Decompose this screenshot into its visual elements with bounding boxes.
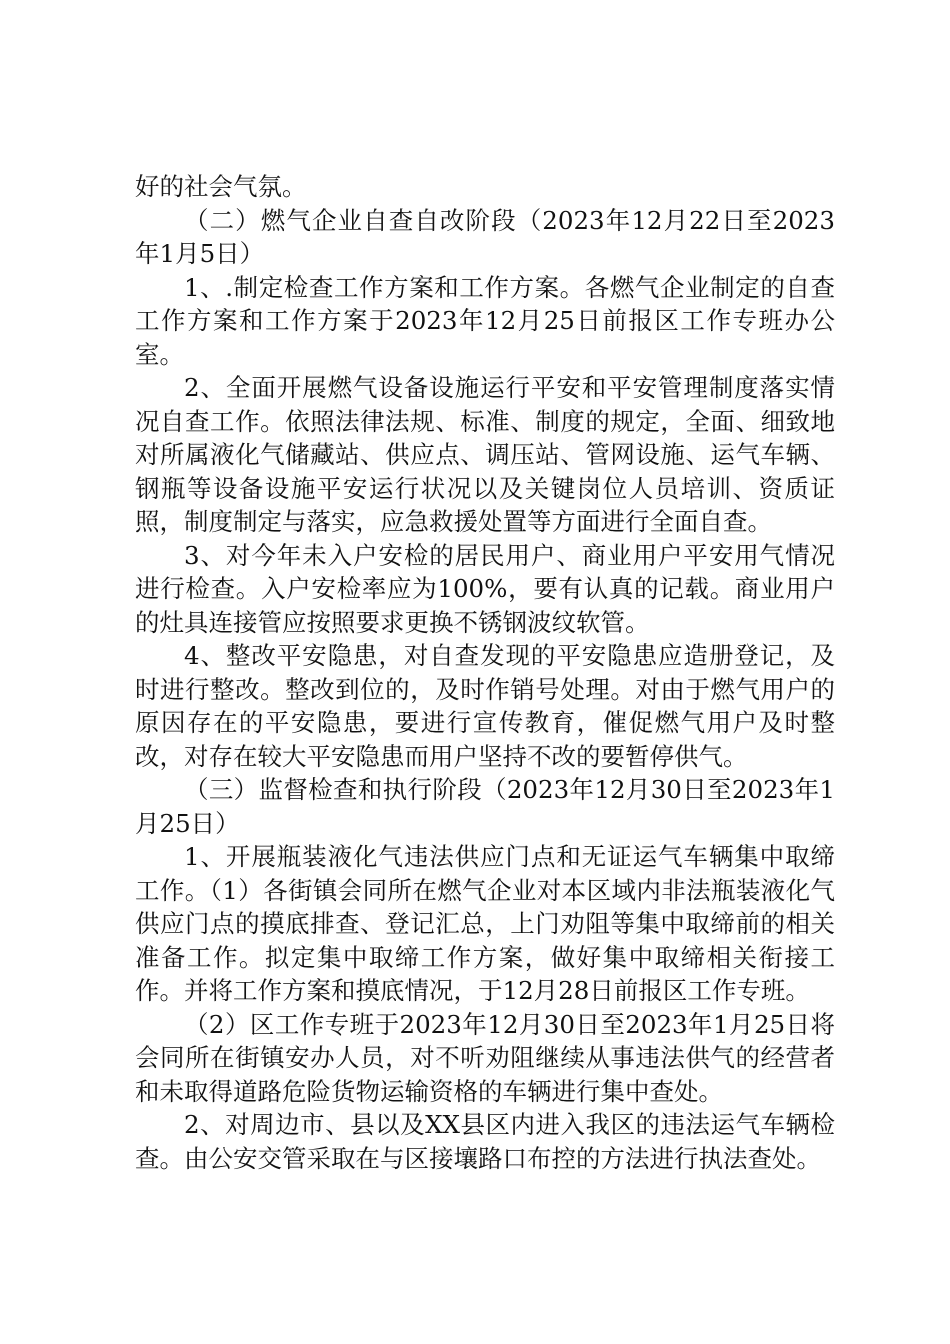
- section-heading-3: （三）监督检查和执行阶段（2023年12月30日至2023年1月25日）: [135, 775, 835, 838]
- paragraph-item-1: 1、.制定检查工作方案和工作方案。各燃气企业制定的自查工作方案和工作方案于2023年12月25日前报区工作专班办公室。: [135, 272, 835, 369]
- paragraph-continuation: 好的社会气氛。: [135, 172, 307, 201]
- paragraph-item-3-1-2: （2）区工作专班于2023年12月30日至2023年1月25日将会同所在街镇安办人员，对不听劝阻继续从事违法供气的经营者和未取得道路危险货物运输资格的车辆进行集中查处。: [135, 1009, 835, 1106]
- paragraph-item-2: 2、全面开展燃气设备设施运行平安和平安管理制度落实情况自查工作。依照法律法规、标准、制度的规定，全面、细致地对所属液化气储藏站、供应点、调压站、管网设施、运气车辆、钢瓶等设备设施平安运行状况以及关键岗位人员培训、资质证照，制度制定与落实，应急救援处置等方面进行全面自查。: [135, 373, 835, 536]
- paragraph-item-4: 4、整改平安隐患，对自查发现的平安隐患应造册登记，及时进行整改。整改到位的，及时作销号处理。对由于燃气用户的原因存在的平安隐患，要进行宣传教育，催促燃气用户及时整改，对存在较大平安隐患而用户坚持不改的要暂停供气。: [135, 641, 835, 771]
- paragraph-item-3: 3、对今年未入户安检的居民用户、商业用户平安用气情况进行检查。入户安检率应为100%，要有认真的记载。商业用户的灶具连接管应按照要求更换不锈钢波纹软管。: [135, 540, 835, 637]
- document-page: [135, 170, 835, 1175]
- section-heading-2: （二）燃气企业自查自改阶段（2023年12月22日至2023年1月5日）: [135, 205, 835, 268]
- paragraph-item-3-1: 1、开展瓶装液化气违法供应门点和无证运气车辆集中取缔工作。（1）各街镇会同所在燃气企业对本区域内非法瓶装液化气供应门点的摸底排查、登记汇总，上门劝阻等集中取缔前的相关准备工作。拟定集中取缔工作方案，做好集中取缔相关衔接工作。并将工作方案和摸底情况，于12月28日前报区工作专班。: [135, 842, 835, 1005]
- paragraph-item-3-2: 2、对周边市、县以及XX县区内进入我区的违法运气车辆检查。由公安交管采取在与区接壤路口布控的方法进行执法查处。: [135, 1110, 835, 1173]
